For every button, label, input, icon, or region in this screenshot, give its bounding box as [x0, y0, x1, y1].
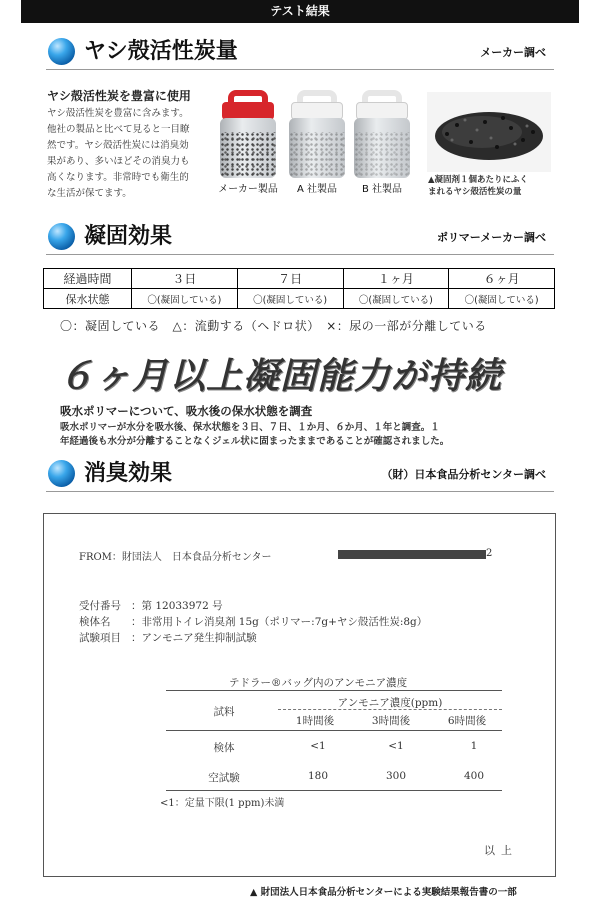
- sub-text-line: 年経過後も水分が分離することなくジェル状に固まったままであることが確認されました。: [60, 436, 450, 447]
- coagulation-legend: 〇：凝固している △：流動する（ヘドロ状） ×：尿の一部が分離している: [60, 319, 487, 333]
- table-cell: １ヶ月: [343, 269, 449, 289]
- report-value: 300: [385, 770, 407, 782]
- report-time-header: 6時間後: [447, 715, 487, 727]
- activated-carbon-image: [427, 92, 551, 172]
- section-title-coagulation: 凝固効果: [84, 224, 173, 249]
- report-sample-label: 試料: [213, 706, 235, 718]
- product-label: A 社製品: [296, 184, 338, 195]
- sub-heading: 吸水ポリマーについて、吸水後の保水状態を調査: [60, 404, 313, 418]
- table-cell: 〇(凝固している): [132, 289, 238, 309]
- intro-line: 高くなります。非常時でも衛生的: [47, 172, 189, 183]
- report-row-key: 受付番号: [79, 600, 121, 612]
- table-rule-dashed: [278, 709, 502, 710]
- headline: ６ヶ月以上凝固能力が持続: [58, 356, 503, 397]
- report-note: <1：定量下限(1 ppm)未満: [160, 798, 285, 809]
- report-value: 1: [470, 740, 478, 752]
- carbon-caption: [428, 174, 552, 198]
- intro-title: ヤシ殻活性炭を豊富に使用: [47, 89, 191, 103]
- sub-text: [60, 421, 544, 449]
- intro-line: な生活が保てます。: [47, 188, 132, 199]
- report-time-header: 1時間後: [295, 715, 335, 727]
- section-title-deodor: 消臭効果: [84, 461, 173, 486]
- carbon-caption-line: ▲凝固剤１個あたりにふく: [428, 175, 529, 185]
- table-cell: ７日: [237, 269, 343, 289]
- blue-bullet-icon: [48, 460, 75, 487]
- section-title-carbon: ヤシ殻活性炭量: [84, 39, 238, 64]
- report-row-label: 検体: [213, 742, 235, 754]
- section-source-deodor: （財）日本食品分析センター調べ: [381, 468, 546, 481]
- report-row-value: ：非常用トイレ消臭剤 15g（ポリマー:7g+ヤシ殻活性炭:8g）: [131, 616, 428, 628]
- product-jar-a: [287, 90, 347, 178]
- blue-bullet-icon: [48, 38, 75, 65]
- report-time-header: 3時間後: [371, 715, 411, 727]
- page-header-title: テスト結果: [270, 4, 330, 18]
- jar-body: [354, 118, 410, 178]
- jar-body: [289, 118, 345, 178]
- section-source-carbon: メーカー調べ: [480, 46, 546, 59]
- report-row-value: ：第 12033972 号: [131, 600, 223, 612]
- table-cell: 保水状態: [44, 289, 132, 309]
- report-end: 以上: [484, 844, 518, 857]
- carbon-granules-icon: [427, 92, 551, 172]
- table-rule-mid: [166, 730, 502, 731]
- report-row: [79, 614, 427, 629]
- table-rule-bottom: [166, 790, 502, 791]
- table-cell: 〇(凝固している): [237, 289, 343, 309]
- page-header-bar: [21, 0, 579, 23]
- report-from: FROM：財団法人 日本食品分析センター: [79, 552, 272, 563]
- product-jar-b: [352, 90, 412, 178]
- report-row-label: 空試験: [208, 772, 240, 784]
- report-row-key: 試験項目: [79, 632, 121, 644]
- lab-report-image: [43, 513, 556, 877]
- table-cell: 〇(凝固している): [343, 289, 449, 309]
- table-rule-top: [166, 690, 502, 691]
- report-row: [79, 598, 223, 613]
- table-cell: ６ヶ月: [449, 269, 555, 289]
- blue-bullet-icon: [48, 223, 75, 250]
- report-row-value: ：アンモニア発生抑制試験: [131, 632, 257, 644]
- report-value: 400: [463, 770, 485, 782]
- redacted-block: [338, 550, 486, 559]
- report-conc-header: アンモニア濃度(ppm): [337, 697, 443, 709]
- sub-text-line: 吸水ポリマーが水分を吸水後、保水状態を３日、７日、１か月、６か月、１年と調査。１: [60, 422, 440, 433]
- report-value: <1: [310, 740, 326, 752]
- table-cell: 〇(凝固している): [449, 289, 555, 309]
- product-label: B 社製品: [361, 184, 403, 195]
- table-cell: ３日: [132, 269, 238, 289]
- product-jar-maker: [218, 90, 278, 178]
- intro-line: 果があり、多いほどその消臭力も: [47, 156, 190, 167]
- section-header-deodor: [46, 452, 554, 492]
- intro-text: [47, 106, 215, 202]
- carbon-caption-line: まれるヤシ殻活性炭の量: [428, 187, 522, 197]
- table-row: [44, 289, 555, 309]
- report-row-key: 検体名: [79, 616, 111, 628]
- report-row: [79, 630, 257, 645]
- report-table-title: テドラー®バッグ内のアンモニア濃度: [229, 677, 408, 689]
- intro-line: 他社の製品と比べて見ると一目瞭: [47, 124, 190, 135]
- table-cell: 経過時間: [44, 269, 132, 289]
- coagulation-table: [43, 268, 555, 309]
- section-header-carbon: [46, 30, 554, 70]
- report-value: <1: [388, 740, 404, 752]
- section-header-coagulation: [46, 215, 554, 255]
- intro-line: 然です。ヤシ殻活性炭には消臭効: [47, 140, 189, 151]
- jar-body: [220, 118, 276, 178]
- report-value: 180: [307, 770, 329, 782]
- report-page-number: 2: [486, 548, 493, 559]
- product-label: メーカー製品: [218, 184, 278, 195]
- section-source-coagulation: ポリマーメーカー調べ: [436, 231, 546, 244]
- intro-line: ヤシ殻活性炭を豊富に含みます。: [47, 108, 189, 119]
- report-caption: ▲ 財団法人日本食品分析センターによる実験結果報告書の一部: [250, 887, 517, 898]
- table-row: [44, 269, 555, 289]
